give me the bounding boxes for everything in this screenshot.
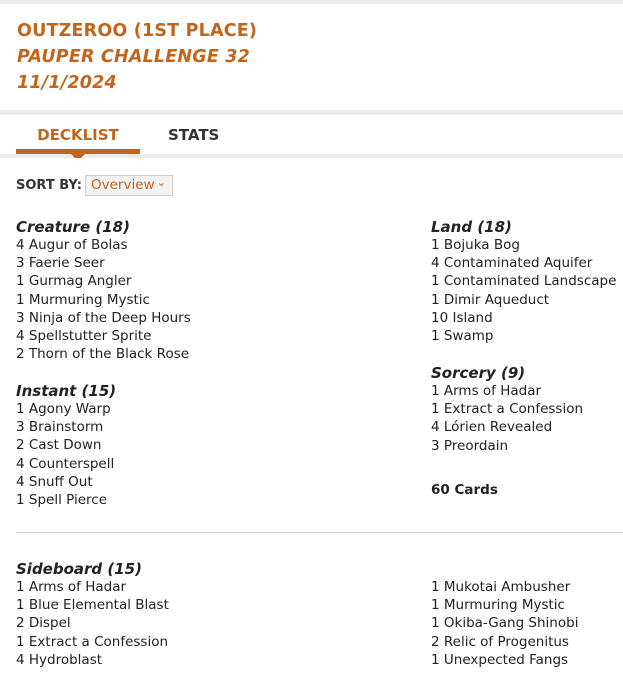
card-total: 60 Cards <box>431 482 498 498</box>
player-title: OUTZEROO (1ST PLACE) <box>17 21 258 41</box>
card-entry[interactable]: 1 Gurmag Angler <box>16 273 132 290</box>
card-entry[interactable]: 1 Okiba-Gang Shinobi <box>431 615 579 632</box>
card-entry[interactable]: 4 Lórien Revealed <box>431 419 553 436</box>
card-entry[interactable]: 4 Snuff Out <box>16 473 93 490</box>
group-title: Sideboard (15) <box>16 560 142 578</box>
card-entry[interactable]: 1 Extract a Confession <box>16 633 169 650</box>
card-entry[interactable]: 4 Counterspell <box>16 455 115 472</box>
card-entry[interactable]: 1 Agony Warp <box>16 401 111 417</box>
card-entry[interactable]: 1 Contaminated Landscape <box>431 273 617 290</box>
group-sideboard-cont <box>431 578 578 669</box>
event-name: PAUPER CHALLENGE 32 <box>17 47 251 67</box>
group-instant <box>16 382 116 509</box>
group-creature <box>16 218 191 363</box>
tab-bar <box>0 115 623 154</box>
sort-value: Overview <box>91 177 155 193</box>
card-entry[interactable]: 3 Preordain <box>431 437 509 454</box>
card-entry[interactable]: 4 Contaminated Aquifer <box>431 255 593 272</box>
group-title: Sorcery (9) <box>431 364 526 382</box>
card-entry[interactable]: 1 Murmuring Mystic <box>431 597 565 614</box>
card-entry[interactable]: 10 Island <box>431 309 493 326</box>
card-entry[interactable]: 2 Relic of Progenitus <box>431 633 569 650</box>
event-date: 11/1/2024 <box>17 73 117 93</box>
chevron-down-icon: ⌄ <box>156 176 166 189</box>
card-entry[interactable]: 1 Arms of Hadar <box>16 579 127 595</box>
card-entry[interactable]: 4 Spellstutter Sprite <box>16 328 152 345</box>
card-entry[interactable]: 1 Murmuring Mystic <box>16 291 150 308</box>
card-entry[interactable]: 1 Mukotai Ambusher <box>431 579 571 595</box>
card-entry[interactable]: 1 Extract a Confession <box>431 401 584 418</box>
decklist-panel <box>0 158 623 680</box>
card-entry[interactable]: 1 Arms of Hadar <box>431 383 542 399</box>
card-entry[interactable]: 1 Spell Pierce <box>16 492 107 509</box>
tab-decklist[interactable]: DECKLIST <box>16 126 140 154</box>
card-entry[interactable]: 3 Faerie Seer <box>16 255 105 272</box>
group-sorcery <box>431 364 583 455</box>
card-entry[interactable]: 2 Thorn of the Black Rose <box>16 346 190 363</box>
card-entry[interactable]: 2 Dispel <box>16 615 71 632</box>
card-entry[interactable]: 1 Dimir Aqueduct <box>431 291 550 308</box>
group-title: Land (18) <box>431 218 512 236</box>
group-title: Instant (15) <box>16 382 117 400</box>
card-entry[interactable]: 2 Cast Down <box>16 437 102 454</box>
group-sideboard <box>16 560 169 669</box>
card-entry[interactable]: 1 Unexpected Fangs <box>431 651 569 668</box>
deck-header <box>0 4 623 110</box>
card-entry[interactable]: 4 Hydroblast <box>16 651 103 668</box>
tab-stats[interactable]: STATS <box>168 126 220 144</box>
card-entry[interactable]: 4 Augur of Bolas <box>16 237 128 253</box>
card-entry[interactable]: 1 Bojuka Bog <box>431 237 520 253</box>
divider <box>16 532 623 533</box>
card-entry[interactable]: 1 Swamp <box>431 328 494 345</box>
card-entry[interactable]: 1 Blue Elemental Blast <box>16 597 169 614</box>
sort-label: SORT BY: <box>16 178 82 193</box>
group-land <box>431 218 616 345</box>
card-entry[interactable]: 3 Brainstorm <box>16 419 104 436</box>
group-title: Creature (18) <box>16 218 130 236</box>
sort-select[interactable] <box>85 175 173 196</box>
card-entry[interactable]: 3 Ninja of the Deep Hours <box>16 309 191 326</box>
